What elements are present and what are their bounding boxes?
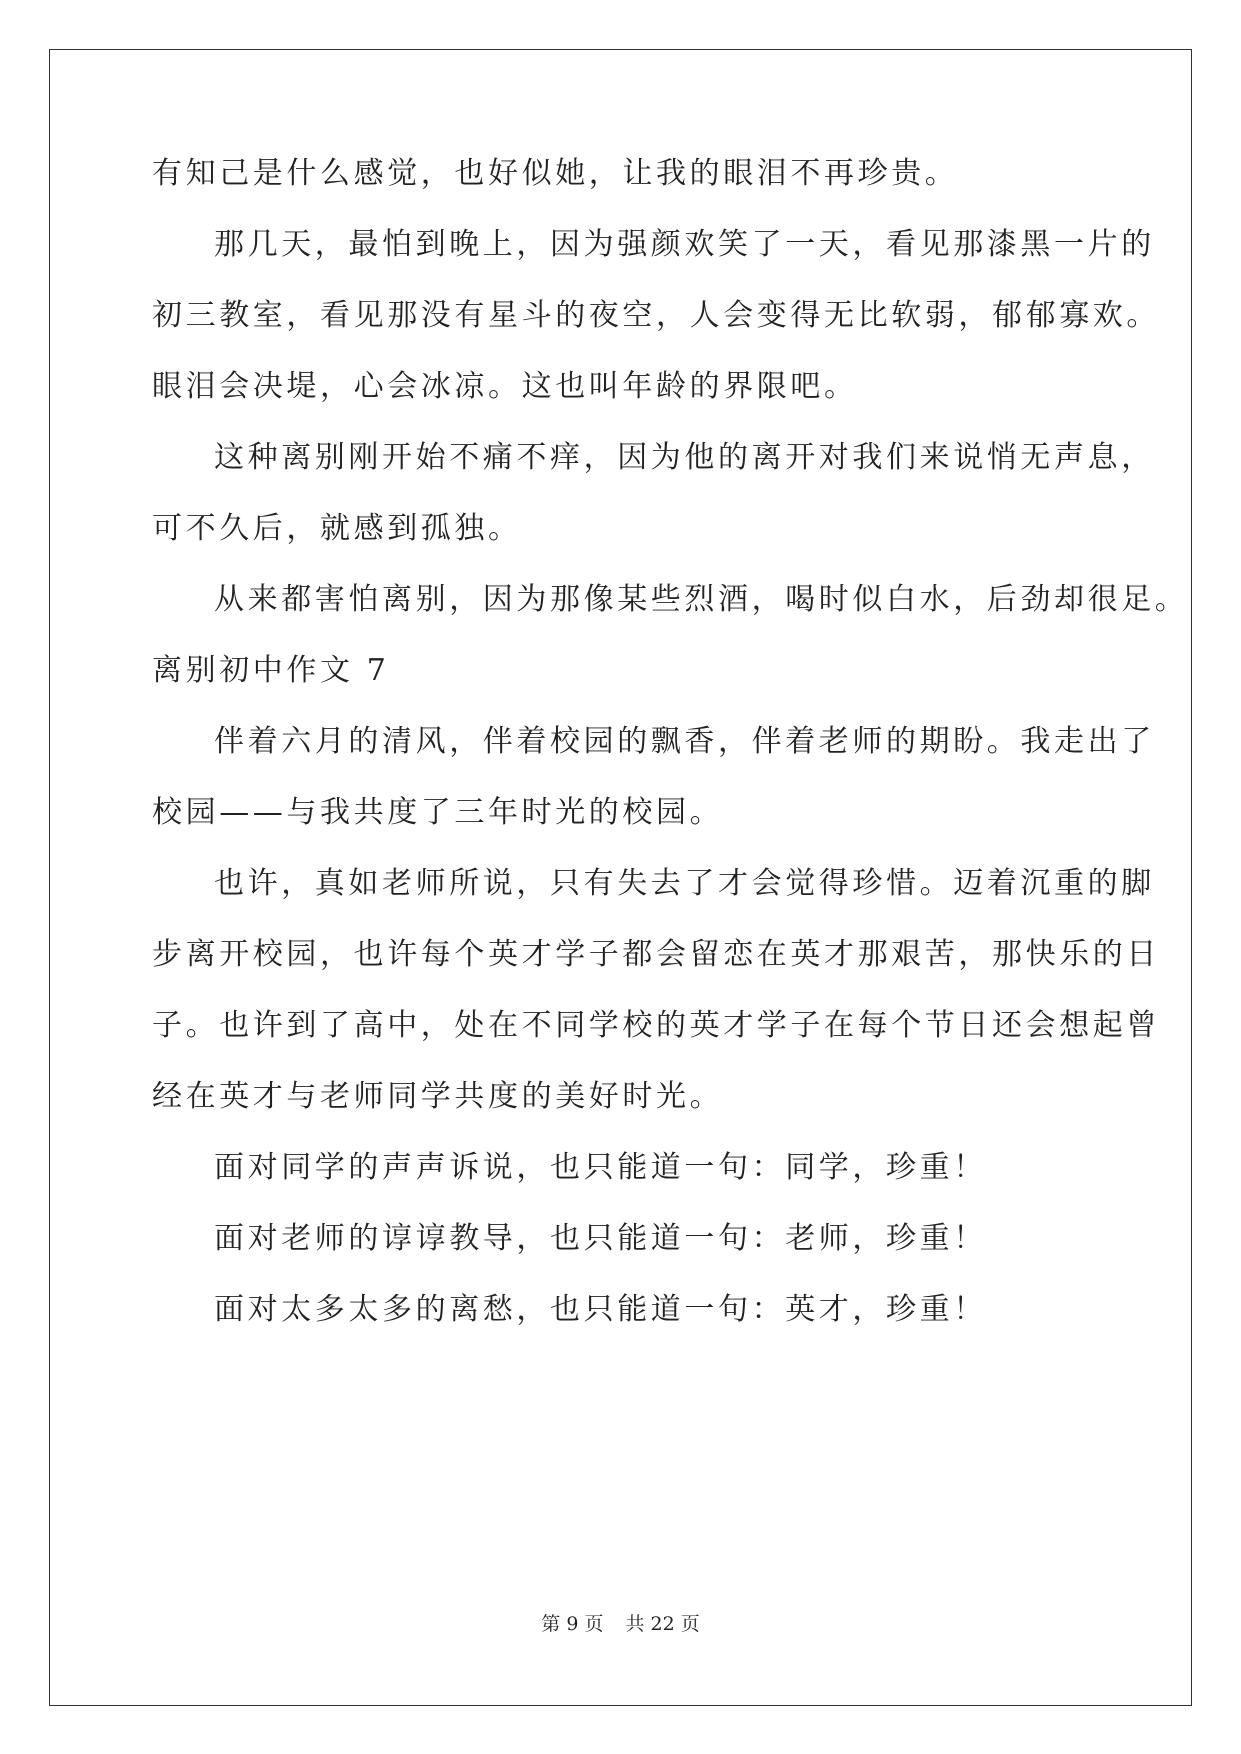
section-heading: 离别初中作文 7: [152, 653, 390, 688]
text-line-5: 这种离别刚开始不痛不痒，因为他的离开对我们来说悄无声息，: [214, 440, 1155, 475]
text-line-12: 步离开校园，也许每个英才学子都会留恋在英才那艰苦，那快乐的日: [152, 937, 1160, 972]
text-line-3: 初三教室，看见那没有星斗的夜空，人会变得无比软弱，郁郁寡欢。: [152, 298, 1160, 333]
text-line-6: 可不久后，就感到孤独。: [152, 511, 522, 546]
text-line-9: 伴着六月的清风，伴着校园的飘香，伴着老师的期盼。我走出了: [214, 724, 1155, 759]
text-line-2: 那几天，最怕到晚上，因为强颜欢笑了一天，看见那漆黑一片的: [214, 227, 1155, 262]
text-line-17: 面对太多太多的离愁，也只能道一句：英才，珍重！: [214, 1292, 987, 1327]
page-footer: [0, 1612, 1241, 1636]
text-line-4: 眼泪会决堤，心会冰凉。这也叫年龄的界限吧。: [152, 369, 858, 404]
text-line-15: 面对同学的声声诉说，也只能道一句：同学，珍重！: [214, 1150, 987, 1185]
text-line-11: 也许，真如老师所说，只有失去了才会觉得珍惜。迈着沉重的脚: [214, 866, 1155, 901]
text-line-1: 有知己是什么感觉，也好似她，让我的眼泪不再珍贵。: [152, 156, 959, 191]
page-number: 第 9 页: [541, 1613, 604, 1635]
text-line-16: 面对老师的谆谆教导，也只能道一句：老师，珍重！: [214, 1221, 987, 1256]
text-line-10: 校园——与我共度了三年时光的校园。: [152, 795, 724, 830]
text-line-7: 从来都害怕离别，因为那像某些烈酒，喝时似白水，后劲却很足。: [214, 582, 1189, 617]
text-line-13: 子。也许到了高中，处在不同学校的英才学子在每个节日还会想起曾: [152, 1008, 1160, 1043]
text-line-14: 经在英才与老师同学共度的美好时光。: [152, 1079, 724, 1114]
page-total: 共 22 页: [625, 1613, 700, 1635]
